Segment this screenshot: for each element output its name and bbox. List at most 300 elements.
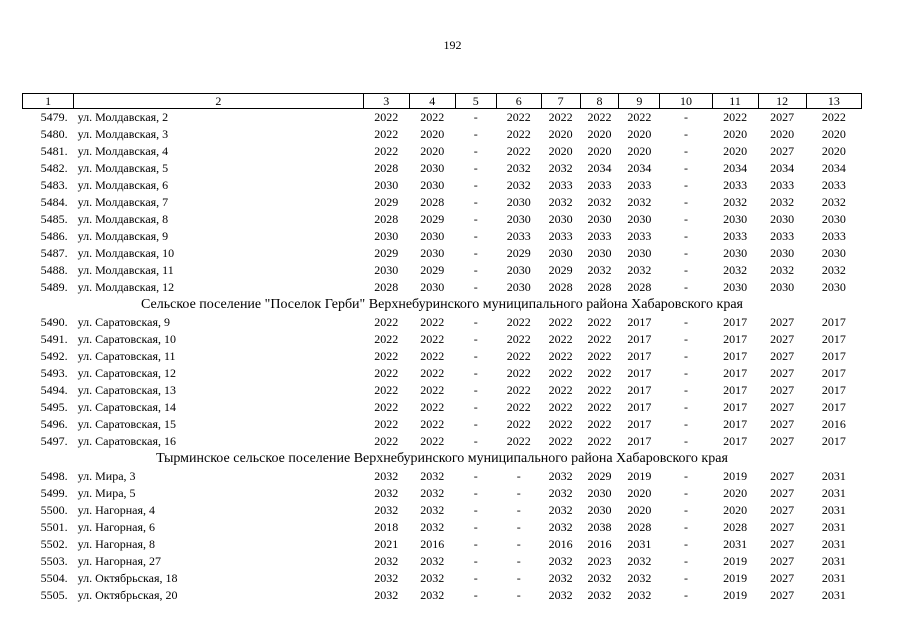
section-title: Сельское поселение "Поселок Герби" Верхнебуринского муниципального района Хабаровского края — [141, 297, 743, 312]
year-cell: 2032 — [627, 554, 652, 568]
header-cell: 10 — [660, 94, 712, 109]
row-number: 5498. — [40, 469, 68, 483]
year-cell: 2017 — [723, 383, 748, 397]
year-cell: 2017 — [627, 332, 652, 346]
year-cell: 2016 — [548, 537, 573, 551]
year-cell: 2030 — [587, 486, 612, 500]
year-cell: 2022 — [506, 315, 531, 329]
year-cell: 2022 — [374, 315, 399, 329]
year-cell: - — [683, 537, 688, 551]
year-cell: 2022 — [548, 417, 573, 431]
row-number: 5484. — [40, 195, 68, 209]
year-cell: 2027 — [770, 383, 795, 397]
year-cell: 2029 — [587, 469, 612, 483]
year-cell: 2033 — [587, 229, 612, 243]
year-cell: 2022 — [374, 366, 399, 380]
year-cell: 2032 — [420, 588, 445, 602]
table-row — [23, 468, 862, 485]
table-row — [23, 245, 862, 262]
year-cell: - — [473, 434, 478, 448]
row-number: 5489. — [40, 280, 68, 294]
year-cell: - — [516, 554, 521, 568]
year-cell: 2022 — [548, 383, 573, 397]
year-cell: 2027 — [770, 417, 795, 431]
year-cell: 2027 — [770, 571, 795, 585]
year-cell: 2032 — [548, 503, 573, 517]
year-cell: 2031 — [723, 537, 748, 551]
year-cell: 2017 — [723, 400, 748, 414]
address-cell: ул. Молдавская, 10 — [77, 246, 175, 260]
year-cell: 2016 — [420, 537, 445, 551]
year-cell: 2028 — [374, 280, 399, 294]
year-cell: 2022 — [587, 366, 612, 380]
row-number: 5485. — [40, 212, 68, 226]
year-cell: 2032 — [587, 571, 612, 585]
row-number: 5482. — [40, 161, 68, 175]
year-cell: 2020 — [723, 503, 748, 517]
year-cell: 2022 — [548, 400, 573, 414]
year-cell: 2022 — [374, 127, 399, 141]
page-number: 192 — [443, 38, 462, 52]
year-cell: 2020 — [587, 127, 612, 141]
header-cell: 7 — [541, 94, 580, 109]
row-number: 5503. — [40, 554, 68, 568]
year-cell: 2033 — [821, 178, 846, 192]
year-cell: 2032 — [627, 588, 652, 602]
year-cell: 2027 — [770, 144, 795, 158]
year-cell: 2022 — [587, 400, 612, 414]
year-cell: 2033 — [548, 178, 573, 192]
year-cell: - — [683, 588, 688, 602]
year-cell: 2032 — [548, 195, 573, 209]
table-row — [23, 177, 862, 194]
row-number: 5499. — [40, 486, 68, 500]
year-cell: 2032 — [420, 469, 445, 483]
year-cell: 2032 — [374, 469, 399, 483]
header-cell: 11 — [712, 94, 758, 109]
row-number: 5500. — [40, 503, 68, 517]
year-cell: 2030 — [506, 280, 531, 294]
year-cell: 2030 — [374, 263, 399, 277]
year-cell: 2033 — [770, 178, 795, 192]
year-cell: 2022 — [587, 332, 612, 346]
year-cell: 2032 — [770, 195, 795, 209]
year-cell: 2028 — [374, 161, 399, 175]
year-cell: 2022 — [374, 400, 399, 414]
year-cell: 2022 — [506, 383, 531, 397]
year-cell: 2027 — [770, 366, 795, 380]
header-cell: 2 — [74, 94, 364, 109]
header-cell: 9 — [619, 94, 660, 109]
year-cell: - — [473, 366, 478, 380]
year-cell: 2027 — [770, 110, 795, 124]
year-cell: - — [683, 127, 688, 141]
year-cell: 2019 — [723, 554, 748, 568]
year-cell: 2027 — [770, 434, 795, 448]
year-cell: 2019 — [723, 571, 748, 585]
year-cell: 2022 — [506, 366, 531, 380]
year-cell: 2030 — [374, 229, 399, 243]
year-cell: - — [516, 503, 521, 517]
year-cell: 2033 — [548, 229, 573, 243]
year-cell: 2030 — [420, 161, 445, 175]
year-cell: 2032 — [374, 588, 399, 602]
year-cell: 2032 — [723, 195, 748, 209]
year-cell: 2031 — [821, 571, 846, 585]
table-row — [23, 262, 862, 279]
year-cell: 2022 — [374, 417, 399, 431]
year-cell: - — [473, 520, 478, 534]
year-cell: 2022 — [420, 366, 445, 380]
year-cell: 2027 — [770, 554, 795, 568]
year-cell: 2022 — [506, 434, 531, 448]
address-cell: ул. Нагорная, 6 — [77, 520, 155, 534]
year-cell: 2020 — [627, 503, 652, 517]
year-cell: 2034 — [770, 161, 795, 175]
year-cell: 2030 — [587, 246, 612, 260]
year-cell: - — [683, 434, 688, 448]
year-cell: - — [683, 469, 688, 483]
year-cell: 2020 — [627, 127, 652, 141]
year-cell: 2022 — [420, 417, 445, 431]
year-cell: - — [683, 571, 688, 585]
year-cell: 2027 — [770, 332, 795, 346]
year-cell: 2020 — [821, 144, 846, 158]
year-cell: 2032 — [374, 554, 399, 568]
address-cell: ул. Мира, 5 — [77, 486, 136, 500]
year-cell: 2033 — [627, 178, 652, 192]
year-cell: 2022 — [548, 366, 573, 380]
year-cell: 2022 — [548, 434, 573, 448]
year-cell: 2017 — [723, 349, 748, 363]
year-cell: 2032 — [548, 520, 573, 534]
address-cell: ул. Мира, 3 — [77, 469, 136, 483]
year-cell: 2022 — [627, 110, 652, 124]
year-cell: 2033 — [723, 178, 748, 192]
year-cell: - — [683, 520, 688, 534]
year-cell: 2020 — [420, 127, 445, 141]
row-number: 5487. — [40, 246, 68, 260]
table-row — [23, 587, 862, 604]
year-cell: 2032 — [374, 571, 399, 585]
year-cell: - — [683, 349, 688, 363]
year-cell: 2022 — [420, 349, 445, 363]
year-cell: 2033 — [821, 229, 846, 243]
year-cell: - — [473, 571, 478, 585]
year-cell: - — [683, 229, 688, 243]
address-cell: ул. Молдавская, 3 — [77, 127, 169, 141]
year-cell: 2017 — [723, 315, 748, 329]
header-cell: 6 — [496, 94, 541, 109]
header-cell: 3 — [363, 94, 409, 109]
year-cell: 2020 — [548, 144, 573, 158]
year-cell: - — [473, 212, 478, 226]
year-cell: 2022 — [374, 144, 399, 158]
year-cell: 2022 — [420, 110, 445, 124]
table-row — [23, 553, 862, 570]
year-cell: 2022 — [587, 417, 612, 431]
year-cell: 2032 — [587, 588, 612, 602]
table-row — [23, 348, 862, 365]
year-cell: 2017 — [627, 349, 652, 363]
year-cell: - — [683, 383, 688, 397]
address-cell: ул. Саратовская, 14 — [77, 400, 176, 414]
address-cell: ул. Молдавская, 4 — [77, 144, 169, 158]
year-cell: - — [473, 503, 478, 517]
table-row — [23, 126, 862, 143]
year-cell: - — [683, 212, 688, 226]
header-cell: 4 — [409, 94, 455, 109]
year-cell: 2032 — [548, 571, 573, 585]
address-cell: ул. Молдавская, 6 — [77, 178, 169, 192]
table-row — [23, 519, 862, 536]
year-cell: 2032 — [420, 520, 445, 534]
address-cell: ул. Молдавская, 9 — [77, 229, 169, 243]
year-cell: 2020 — [627, 486, 652, 500]
year-cell: 2028 — [420, 195, 445, 209]
row-number: 5479. — [40, 110, 68, 124]
year-cell: 2032 — [506, 161, 531, 175]
table-row — [23, 485, 862, 502]
table-row — [23, 109, 862, 127]
year-cell: - — [516, 520, 521, 534]
year-cell: 2027 — [770, 520, 795, 534]
year-cell: - — [473, 332, 478, 346]
year-cell: 2031 — [821, 554, 846, 568]
address-cell: ул. Молдавская, 2 — [77, 110, 169, 124]
year-cell: 2020 — [723, 486, 748, 500]
year-cell: 2030 — [770, 246, 795, 260]
year-cell: 2022 — [548, 110, 573, 124]
table-row — [23, 194, 862, 211]
year-cell: 2017 — [821, 315, 846, 329]
row-number: 5501. — [40, 520, 68, 534]
year-cell: - — [516, 537, 521, 551]
year-cell: - — [473, 144, 478, 158]
year-cell: 2033 — [723, 229, 748, 243]
address-cell: ул. Октябрьская, 20 — [77, 588, 178, 602]
year-cell: 2034 — [627, 161, 652, 175]
year-cell: 2038 — [587, 520, 612, 534]
table-row — [23, 279, 862, 296]
row-number: 5492. — [40, 349, 68, 363]
year-cell: 2022 — [506, 110, 531, 124]
address-cell: ул. Саратовская, 16 — [77, 434, 176, 448]
year-cell: 2022 — [420, 434, 445, 448]
table-row — [23, 502, 862, 519]
year-cell: 2020 — [770, 127, 795, 141]
year-cell: 2030 — [723, 246, 748, 260]
year-cell: 2029 — [374, 246, 399, 260]
row-number: 5490. — [40, 315, 68, 329]
year-cell: - — [473, 127, 478, 141]
header-cell: 1 — [23, 94, 74, 109]
year-cell: 2033 — [770, 229, 795, 243]
header-cell: 8 — [580, 94, 619, 109]
header-cell: 13 — [806, 94, 861, 109]
year-cell: 2019 — [723, 469, 748, 483]
table-row — [23, 314, 862, 331]
year-cell: 2033 — [587, 178, 612, 192]
year-cell: 2017 — [627, 315, 652, 329]
year-cell: 2022 — [420, 400, 445, 414]
year-cell: 2022 — [506, 349, 531, 363]
year-cell: - — [473, 400, 478, 414]
year-cell: 2028 — [723, 520, 748, 534]
year-cell: 2017 — [627, 383, 652, 397]
year-cell: 2031 — [821, 503, 846, 517]
year-cell: - — [516, 588, 521, 602]
year-cell: 2027 — [770, 588, 795, 602]
year-cell: 2020 — [587, 144, 612, 158]
year-cell: - — [683, 161, 688, 175]
year-cell: - — [473, 417, 478, 431]
year-cell: - — [473, 588, 478, 602]
year-cell: - — [683, 178, 688, 192]
year-cell: 2022 — [548, 332, 573, 346]
year-cell: - — [473, 383, 478, 397]
year-cell: 2022 — [548, 349, 573, 363]
year-cell: - — [473, 537, 478, 551]
year-cell: - — [683, 263, 688, 277]
year-cell: - — [683, 246, 688, 260]
year-cell: - — [683, 554, 688, 568]
year-cell: 2030 — [506, 195, 531, 209]
year-cell: 2031 — [821, 486, 846, 500]
year-cell: 2030 — [723, 280, 748, 294]
address-cell: ул. Нагорная, 4 — [77, 503, 155, 517]
year-cell: 2032 — [821, 195, 846, 209]
address-cell: ул. Октябрьская, 18 — [77, 571, 178, 585]
table-row — [23, 160, 862, 177]
year-cell: 2017 — [723, 332, 748, 346]
year-cell: - — [683, 315, 688, 329]
year-cell: 2031 — [821, 469, 846, 483]
year-cell: - — [473, 246, 478, 260]
year-cell: - — [683, 110, 688, 124]
row-number: 5480. — [40, 127, 68, 141]
year-cell: - — [473, 263, 478, 277]
section-heading-row — [23, 296, 862, 314]
row-number: 5502. — [40, 537, 68, 551]
year-cell: 2020 — [420, 144, 445, 158]
year-cell: 2022 — [506, 417, 531, 431]
year-cell: 2032 — [420, 571, 445, 585]
row-number: 5481. — [40, 144, 68, 158]
year-cell: 2034 — [587, 161, 612, 175]
year-cell: 2019 — [627, 469, 652, 483]
table-row — [23, 331, 862, 348]
year-cell: 2017 — [723, 366, 748, 380]
row-number: 5495. — [40, 400, 68, 414]
row-number: 5494. — [40, 383, 68, 397]
year-cell: 2029 — [506, 246, 531, 260]
year-cell: 2034 — [821, 161, 846, 175]
year-cell: 2022 — [506, 332, 531, 346]
year-cell: 2021 — [374, 537, 399, 551]
year-cell: 2019 — [723, 588, 748, 602]
year-cell: 2032 — [420, 503, 445, 517]
year-cell: 2030 — [548, 212, 573, 226]
table-row — [23, 416, 862, 433]
year-cell: - — [473, 554, 478, 568]
year-cell: - — [473, 486, 478, 500]
year-cell: 2017 — [627, 417, 652, 431]
year-cell: 2031 — [821, 520, 846, 534]
year-cell: - — [473, 280, 478, 294]
year-cell: - — [516, 469, 521, 483]
year-cell: 2030 — [587, 503, 612, 517]
year-cell: 2030 — [627, 212, 652, 226]
year-cell: 2018 — [374, 520, 399, 534]
year-cell: 2017 — [627, 434, 652, 448]
table-row — [23, 365, 862, 382]
address-cell: ул. Молдавская, 12 — [77, 280, 175, 294]
year-cell: 2032 — [374, 486, 399, 500]
header-cell: 12 — [758, 94, 806, 109]
address-cell: ул. Молдавская, 11 — [77, 263, 174, 277]
year-cell: 2028 — [548, 280, 573, 294]
year-cell: 2032 — [627, 263, 652, 277]
year-cell: 2030 — [627, 246, 652, 260]
year-cell: - — [683, 366, 688, 380]
year-cell: 2027 — [770, 486, 795, 500]
section-title: Тырминское сельское поселение Верхнебуринского муниципального района Хабаровского края — [156, 451, 728, 466]
table-row — [23, 211, 862, 228]
address-cell: ул. Саратовская, 12 — [77, 366, 176, 380]
address-cell: ул. Саратовская, 13 — [77, 383, 176, 397]
year-cell: 2030 — [506, 263, 531, 277]
year-cell: 2032 — [420, 486, 445, 500]
year-cell: - — [473, 178, 478, 192]
year-cell: 2033 — [627, 229, 652, 243]
header-row — [23, 94, 862, 109]
year-cell: 2017 — [821, 383, 846, 397]
section-heading-row — [23, 450, 862, 468]
year-cell: 2017 — [821, 366, 846, 380]
year-cell: 2028 — [627, 520, 652, 534]
year-cell: 2022 — [374, 349, 399, 363]
address-cell: ул. Нагорная, 8 — [77, 537, 155, 551]
row-number: 5496. — [40, 417, 68, 431]
year-cell: - — [473, 229, 478, 243]
row-number: 5497. — [40, 434, 68, 448]
year-cell: - — [473, 195, 478, 209]
year-cell: 2030 — [770, 280, 795, 294]
year-cell: 2030 — [770, 212, 795, 226]
year-cell: 2022 — [374, 383, 399, 397]
year-cell: 2028 — [587, 280, 612, 294]
year-cell: 2032 — [627, 571, 652, 585]
header-cell: 5 — [455, 94, 496, 109]
year-cell: 2030 — [723, 212, 748, 226]
year-cell: 2032 — [821, 263, 846, 277]
year-cell: 2033 — [506, 229, 531, 243]
address-cell: ул. Саратовская, 10 — [77, 332, 176, 346]
table-row — [23, 143, 862, 160]
year-cell: - — [683, 144, 688, 158]
year-cell: 2030 — [506, 212, 531, 226]
year-cell: 2027 — [770, 315, 795, 329]
year-cell: 2022 — [420, 332, 445, 346]
address-cell: ул. Саратовская, 9 — [77, 315, 170, 329]
table-row — [23, 399, 862, 416]
year-cell: 2030 — [587, 212, 612, 226]
year-cell: 2029 — [374, 195, 399, 209]
year-cell: 2017 — [821, 434, 846, 448]
year-cell: 2029 — [420, 212, 445, 226]
year-cell: 2032 — [374, 503, 399, 517]
